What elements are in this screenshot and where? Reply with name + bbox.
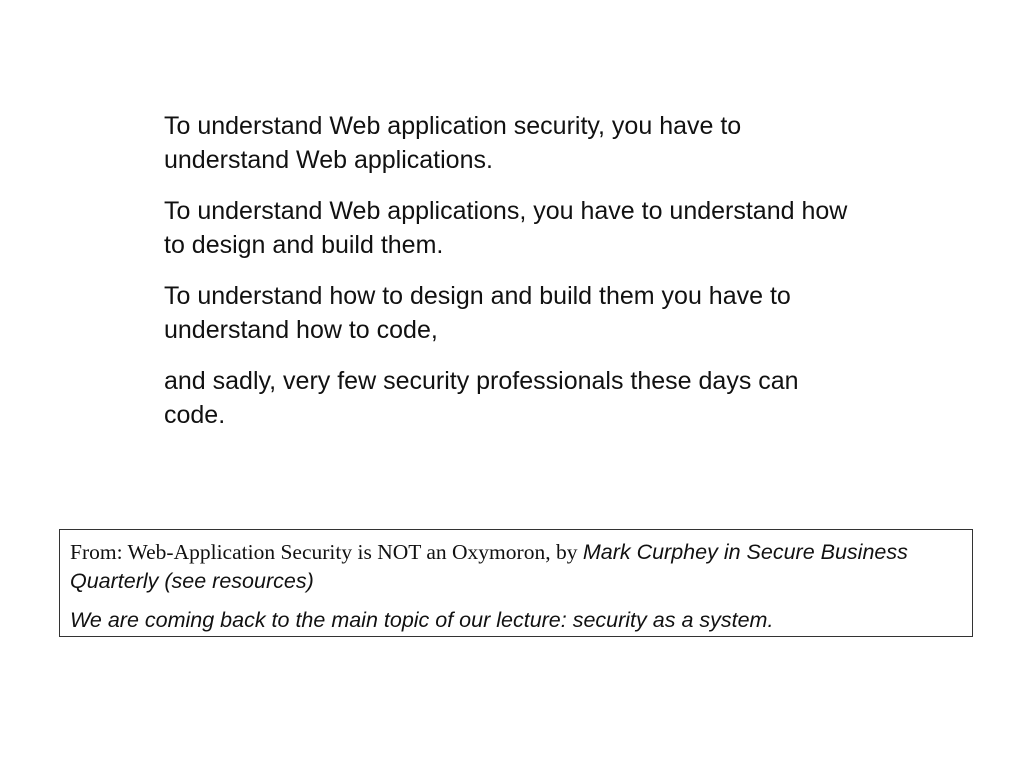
quote-paragraph-1: To understand Web application security, you have to understand Web applications.	[164, 112, 742, 174]
citation-author-source: Mark Curphey in Secure Business Quarterly (see resources)	[70, 540, 908, 593]
citation-line	[70, 538, 962, 596]
lecture-comment: We are coming back to the main topic of our lecture: security as a system.	[70, 608, 774, 632]
quote-paragraph-2: To understand Web applications, you have to understand how to design and build them.	[164, 197, 848, 259]
quote-paragraph-3: To understand how to design and build them you have to understand how to code,	[164, 282, 791, 344]
citation-box	[59, 529, 973, 637]
citation-prefix: From: Web-Application Security is NOT an Oxymoron, by	[70, 540, 583, 564]
quote-text-block	[164, 109, 864, 449]
quote-paragraph-4: and sadly, very few security professionals these days can code.	[164, 367, 799, 429]
